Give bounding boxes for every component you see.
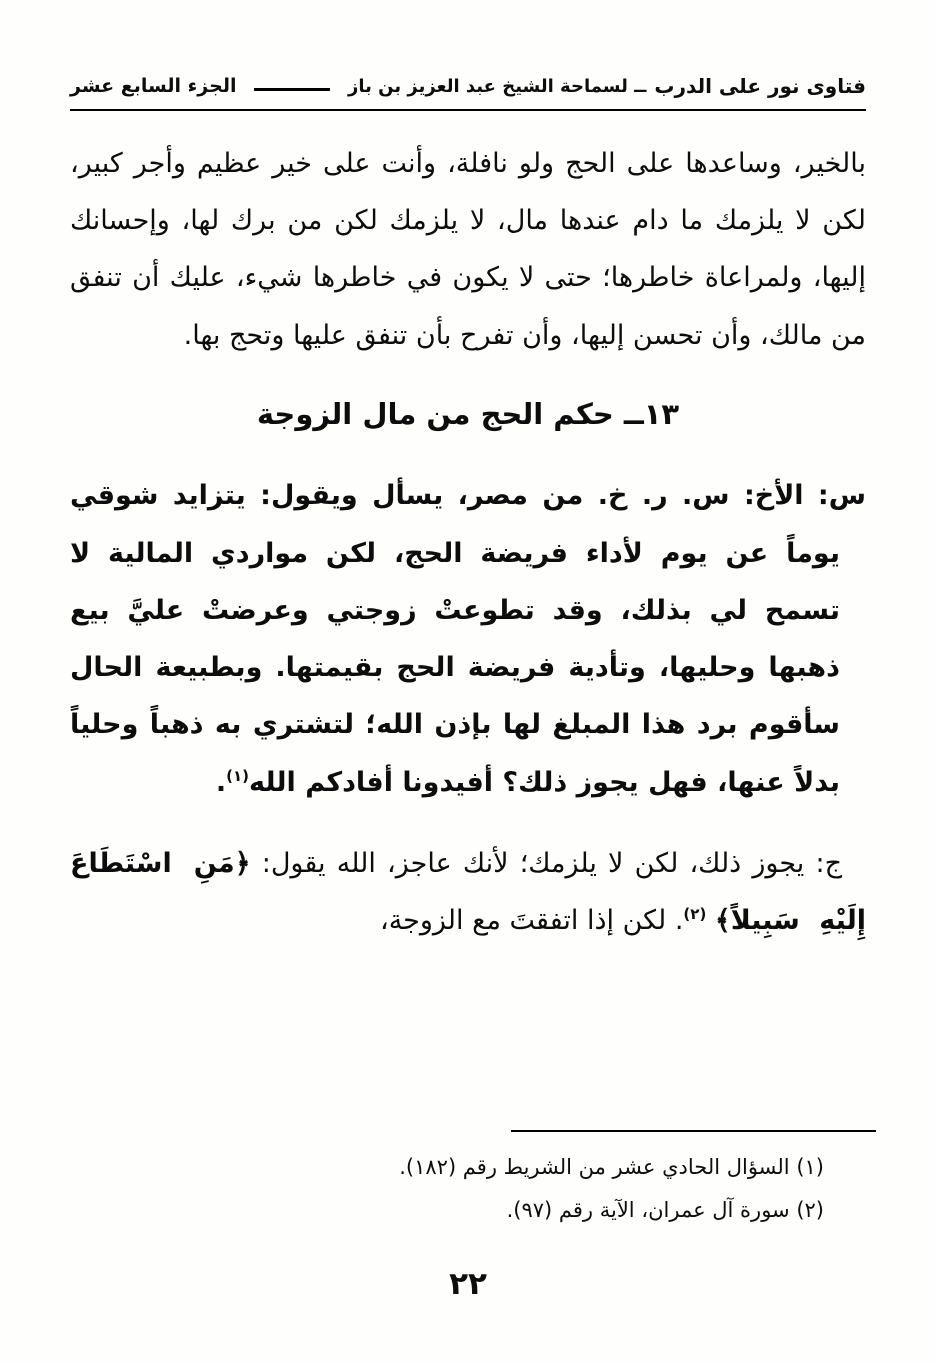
page-body [70, 111, 866, 949]
section-heading: ١٣ــ حكم الحج من مال الزوجة [256, 396, 680, 431]
question-end-punctuation: . [215, 766, 227, 798]
book-title: فتاوى نور على الدرب [654, 74, 866, 98]
part-title: الجزء السابع عشر [70, 75, 237, 97]
footnote-ref-2: (٢) [683, 905, 707, 924]
running-header [70, 74, 866, 98]
footnote-ref-1: (١) [226, 766, 249, 785]
intro-paragraph: بالخير، وساعدها على الحج ولو نافلة، وأنت على خير عظيم وأجر كبير، لكن لا يلزمك ما دام عندها مال، لا يلزمك لكن من برك لها، وإحسانك إليها، ولمراعاة خاطرها؛ حتى لا يكون في خاطرها شيء، عليك أن تنفق من مالك، وأن تحسن إليها، وأن تفرح بأن تنفق عليها وتحج بها. [70, 148, 866, 351]
footnotes-area [70, 1130, 866, 1232]
footnote-item: (١) السؤال الحادي عشر من الشريط رقم (١٨٢). [399, 1154, 824, 1179]
question-paragraph [70, 467, 866, 810]
quran-quote: ﴿مَنِ اسْتَطَاعَ إِلَيْهِ سَبِيلاً﴾ [70, 847, 866, 937]
page-number: ٢٢ [449, 1266, 487, 1302]
question-text: س: الأخ: س. ر. خ. من مصر، يسأل ويقول: يتزايد شوقي يوماً عن يوم لأداء فريضة الحج، لكن مواردي المالية لا تسمح لي بذلك، وقد تطوعتْ زوجتي وعرضتْ عليَّ بيع ذهبها وحليها، وتأدية فريضة الحج بقيمتها. وبطبيعة الحال سأقوم برد هذا المبلغ لها بإذن الله؛ لتشتري به ذهباً وحلياً بدلاً عنها، فهل يجوز ذلك؟ أفيدونا أفادكم الله [70, 480, 866, 798]
book-subtitle: ــ لسماحة الشيخ عبد العزيز بن باز [348, 75, 647, 97]
footnotes-separator-line [511, 1130, 876, 1132]
answer-paragraph [70, 835, 866, 949]
header-divider-line [254, 88, 330, 91]
answer-intro: ج: يجوز ذلك، لكن لا يلزمك؛ لأنك عاجز، الله يقول: [250, 847, 842, 879]
footnote-item: (٢) سورة آل عمران، الآية رقم (٩٧). [506, 1197, 824, 1222]
answer-rest: . لكن إذا اتفقتَ مع الزوجة، [379, 905, 684, 937]
